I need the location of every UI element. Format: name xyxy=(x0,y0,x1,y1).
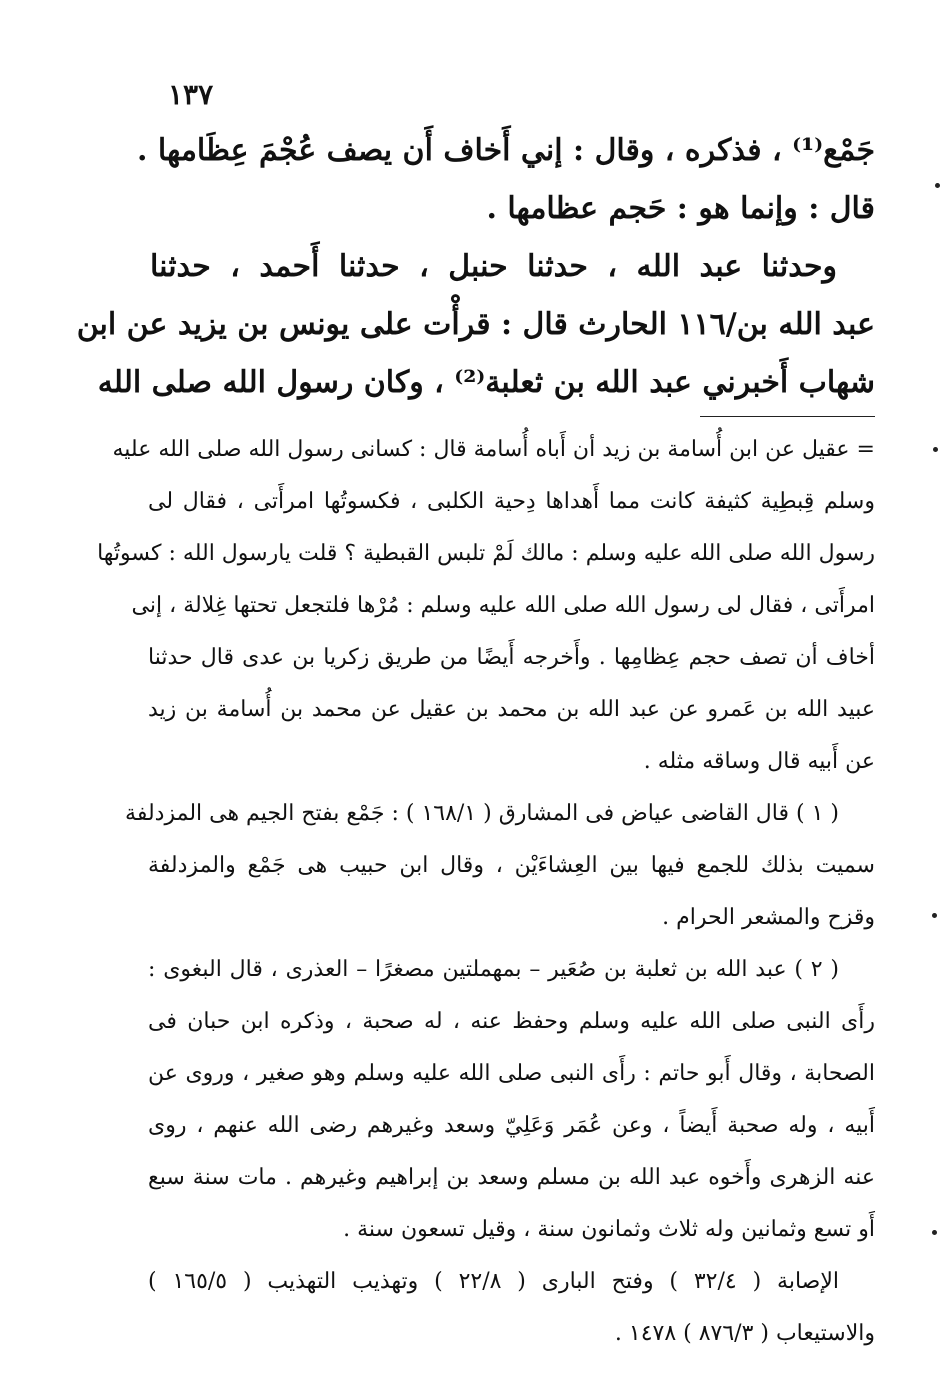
footnote-line: سميت بذلك للجمع فيها بين العِشاءَيْن ، وقال ابن حبيب هى جَمْع والمزدلفة xyxy=(148,853,875,878)
footnote-line: أَو تسع وثمانين وله ثلاث وثمانون سنة ، وقيل تسعون سنة . xyxy=(343,1217,875,1242)
page-number: ١٣٧ xyxy=(168,78,214,111)
footnote-line: عبيد الله بن عَمرو عن عبد الله بن محمد بن عقيل عن محمد بن أُسامة بن زيد xyxy=(148,697,875,722)
footnote-line: وقزح والمشعر الحرام . xyxy=(662,905,875,930)
footnote-line: الصحابة ، وقال أَبو حاتم : رأَى النبى صلى الله عليه وسلم وهو صغير ، وروى عن xyxy=(148,1061,875,1086)
footnote-line: امرأَتى ، فقال لى رسول الله صلى الله عليه وسلم : مُرْها فلتجعل تحتها غِلالة ، إنى xyxy=(131,593,875,618)
footnote-line: رسول الله صلى الله عليه وسلم : مالك لَمْ تلبس القبطية ؟ قلت يارسول الله : كسوتُها xyxy=(97,541,875,566)
margin-mark xyxy=(932,913,937,918)
footnote-line: والاستيعاب ( ٨٧٦/٣ ) ١٤٧٨ . xyxy=(614,1321,875,1346)
main-line: جَمْع⁽¹⁾ ، فذكره ، وقال : إني أَخاف أَن يصف عُجْمَ عِظَامها . xyxy=(136,133,875,168)
footnote-line: عنه الزهرى وأَخوه عبد الله بن مسلم وسعد بن إبراهيم وغيرهم . مات سنة سبع xyxy=(148,1165,875,1190)
footnote-line: أَبيه ، وله صحبة أَيضاً ، وعن عُمَر وَعَلِيّ وسعد وغيرهم رضى الله عنهم ، روى xyxy=(148,1113,875,1138)
footnote-divider xyxy=(700,416,875,417)
footnote-line: وسلم قِبطِية كثيفة كانت مما أَهداها دِحية الكلبى ، فكسوتُها امرأَتى ، فقال لى xyxy=(148,489,875,514)
main-text xyxy=(76,122,875,412)
margin-mark xyxy=(935,183,940,188)
footnotes xyxy=(97,424,875,1360)
main-line: وحدثنا عبد الله ، حدثنا حنبل ، حدثنا أَحمد ، حدثنا xyxy=(150,249,837,284)
main-line: شهاب أَخبرني عبد الله بن ثعلبة⁽²⁾ ، وكان رسول الله صلى الله xyxy=(97,365,875,400)
footnote-line: أخاف أن تصف حجم عِظامِها . وأَخرجه أَيضًا من طريق زكريا بن عدى قال حدثنا xyxy=(148,645,875,670)
main-line: قال : وإنما هو : حَجم عظامها . xyxy=(486,191,875,226)
footnote-line: ( ٢ ) عبد الله بن ثعلبة بن صُعَير – بمهملتين مصغرًا – العذرى ، قال البغوى : xyxy=(148,957,840,982)
main-line: عبد الله بن/١١٦ الحارث قال : قرأْت على يونس بن يزيد عن ابن xyxy=(76,307,875,342)
margin-mark xyxy=(932,1230,937,1235)
footnote-line: رأَى النبى صلى الله عليه وسلم وحفظ عنه ، له صحبة ، وذكره ابن حبان فى xyxy=(148,1009,875,1034)
margin-mark xyxy=(933,447,938,452)
footnote-line: عن أَبيه قال وساقه مثله . xyxy=(643,749,875,774)
footnote-line: ( ١ ) قال القاضى عياض فى المشارق ( ١٦٨/١ ) : جَمْع بفتح الجيم هى المزدلفة xyxy=(125,801,839,826)
footnote-line: = عقيل عن ابن أُسامة بن زيد أن أَباه أُسامة قال : كسانى رسول الله صلى الله عليه xyxy=(112,437,875,462)
footnote-line: الإصابة ( ٣٢/٤ ) وفتح البارى ( ٢٢/٨ ) وتهذيب التهذيب ( ١٦٥/٥ ) xyxy=(148,1269,839,1294)
